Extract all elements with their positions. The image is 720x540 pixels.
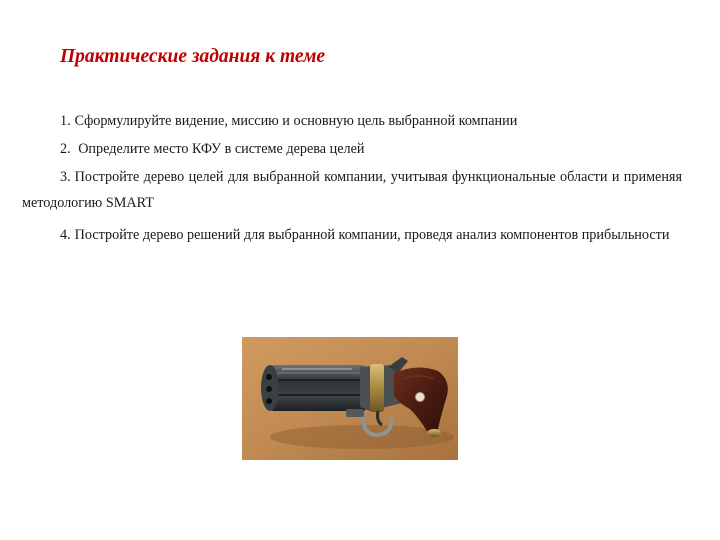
slide-title: Практические задания к теме bbox=[60, 46, 326, 67]
revolver-photo bbox=[242, 337, 458, 460]
task-text: Постройте дерево целей для выбранной компании, учитывая функциональные области и применяя методологию SMART bbox=[22, 169, 682, 211]
task-number: 2. bbox=[60, 141, 71, 157]
task-item-3 bbox=[22, 164, 682, 216]
task-text: Определите место КФУ в системе дерева целей bbox=[74, 141, 365, 157]
task-number: 3. bbox=[60, 169, 71, 185]
task-number: 1. bbox=[60, 113, 71, 129]
task-item-1 bbox=[22, 108, 682, 134]
task-list bbox=[22, 108, 682, 254]
task-item-4 bbox=[22, 222, 682, 248]
task-text: Постройте дерево решений для выбранной компании, проведя анализ компонентов прибыльности bbox=[74, 227, 670, 243]
task-item-2 bbox=[22, 136, 682, 162]
task-text: Сформулируйте видение, миссию и основную цель выбранной компании bbox=[74, 113, 518, 129]
task-number: 4. bbox=[60, 227, 71, 243]
